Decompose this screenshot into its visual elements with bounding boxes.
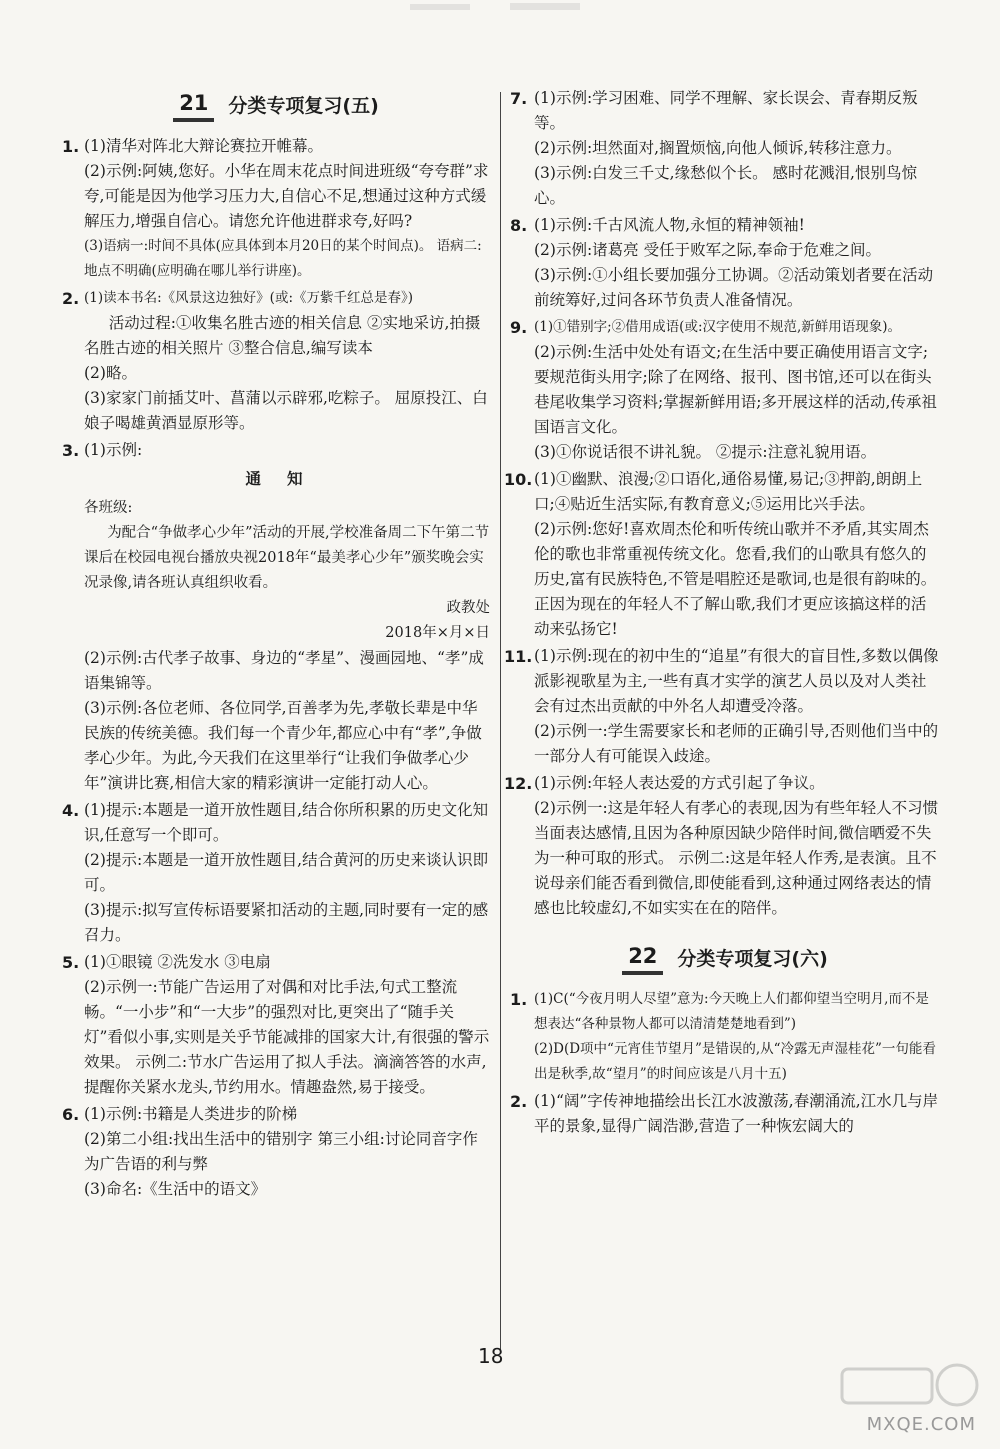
answer-line: (3)示例:各位老师、各位同学,百善孝为先,孝敬长辈是中华民族的传统美德。我们每一个青少年,都应心中有“孝”,争做孝心少年。为此,今天我们在这里举行“让我们争做孝心少年”演讲比赛,相信大家的精彩演讲一定能打动人心。 [84, 699, 482, 792]
answer-item-22-2 [510, 1089, 940, 1139]
answer-line: (1)C(“今夜月明人尽望”意为:今天晚上人们都仰望当空明月,而不是想表达“各种景物人都可以清清楚楚地看到”) [534, 991, 929, 1032]
page-number: 18 [478, 1344, 504, 1368]
answer-item-11 [504, 644, 940, 769]
answer-line: (1)示例: [84, 441, 143, 459]
answer-item-22-1 [510, 987, 940, 1087]
item-number: 7. [510, 89, 528, 108]
answer-line: (2)略。 [84, 364, 137, 382]
watermark-text: MXQE.COM [866, 1414, 976, 1435]
answer-line: (1)示例:现在的初中生的“追星”有很大的盲目性,多数以偶像派影视歌星为主,一些有真才实学的演艺人员以及对人类社会有过杰出贡献的中外名人却遭受冷落。 [534, 647, 939, 715]
answer-line: (1)示例:年轻人表达爱的方式引起了争议。 [534, 774, 825, 792]
answer-item-10 [504, 467, 940, 642]
item-number: 9. [510, 318, 528, 337]
item-number: 2. [62, 289, 80, 308]
answer-item-5 [62, 950, 490, 1100]
section-title: 分类专项复习(五) [228, 94, 379, 117]
notice-date: 2018年×月×日 [385, 625, 490, 641]
section-number: 21 [173, 90, 214, 122]
answer-line: 活动过程:①收集名胜古迹的相关信息 ②实地采访,拍摄名胜古迹的相关照片 ③整合信息,编写读本 [84, 314, 481, 357]
answer-line: (2)示例:古代孝子故事、身边的“孝星”、漫画园地、“孝”成语集锦等。 [84, 649, 484, 692]
answer-line: (1)①幽默、浪漫;②口语化,通俗易懂,易记;③押韵,朗朗上口;④贴近生活实际,有教育意义;⑤运用比兴手法。 [534, 470, 923, 513]
item-number: 3. [62, 441, 80, 460]
item-number: 11. [504, 647, 533, 666]
item-number: 6. [62, 1105, 80, 1124]
answer-line: (2)示例:生活中处处有语文;在生活中要正确使用语言文字;要规范街头用字;除了在网络、报刊、图书馆,还可以在街头巷尾收集学习资料;掌握新鲜用语;多开展这样的活动,传承祖国语言文化。 [534, 343, 937, 436]
notice-title: 通知 [245, 470, 329, 488]
answer-line: (3)语病一:时间不具体(应具体到本月20日的某个时间点)。 语病二:地点不明确(应明确在哪儿举行讲座)。 [84, 238, 482, 279]
notice-sender: 政教处 [446, 600, 490, 616]
answer-line: (1)示例:学习困难、同学不理解、家长误会、青春期反叛等。 [534, 89, 918, 132]
answer-line: (1)示例:书籍是人类进步的阶梯 [84, 1105, 298, 1123]
item-number: 8. [510, 216, 528, 235]
answer-line: (1)“阔”字传神地描绘出长江水波激荡,春潮涌流,江水几与岸平的景象,显得广阔浩渺,营造了一种恢宏阔大的 [534, 1092, 939, 1135]
answer-item-1 [62, 134, 490, 284]
answer-line: (3)家家门前插艾叶、菖蒲以示辟邪,吃粽子。 屈原投江、白娘子喝雄黄酒显原形等。 [84, 389, 488, 432]
column-divider [500, 92, 501, 1352]
answer-item-12 [504, 771, 940, 921]
left-column [62, 88, 490, 1204]
section-header-22 [510, 943, 940, 975]
answer-line: (1)示例:千古风流人物,永恒的精神领袖! [534, 216, 805, 234]
item-number: 4. [62, 801, 80, 820]
section-number: 22 [622, 943, 663, 975]
answer-line: (3)①你说话很不讲礼貌。 ②提示:注意礼貌用语。 [534, 443, 877, 461]
answer-line: (2)D(D项中“元宵佳节望月”是错误的,从“冷露无声湿桂花”一句能看出是秋季,故“望月”的时间应该是八月十五) [534, 1041, 936, 1082]
answer-line: (2)示例:阿姨,您好。小华在周末花点时间进班级“夸夸群”求夸,可能是因为他学习压力大,自信心不足,想通过这种方式缓解压力,增强自信心。请您允许他进群求夸,好吗? [84, 162, 489, 230]
right-column [504, 86, 940, 1141]
answer-line: (1)提示:本题是一道开放性题目,结合你所积累的历史文化知识,任意写一个即可。 [84, 801, 489, 844]
item-number: 1. [62, 137, 80, 156]
answer-line: (1)清华对阵北大辩论赛拉开帷幕。 [84, 137, 323, 155]
item-number: 10. [504, 470, 533, 489]
answer-item-3 [62, 438, 490, 796]
answer-item-9 [510, 315, 940, 465]
section-title: 分类专项复习(六) [677, 947, 828, 970]
answer-line: (3)示例:①小组长要加强分工协调。②活动策划者要在活动前统筹好,过问各环节负责人准备情况。 [534, 266, 934, 309]
answer-item-7 [510, 86, 940, 211]
answer-line: (1)①错别字;②借用成语(或:汉字使用不规范,新鲜用语现象)。 [534, 319, 902, 335]
answer-item-2 [62, 286, 490, 436]
section-header-21 [62, 90, 490, 122]
answer-line: (2)示例:诸葛亮 受任于败军之际,奉命于危难之间。 [534, 241, 882, 259]
answer-line: (2)示例一:学生需要家长和老师的正确引导,否则他们当中的一部分人有可能误入歧途。 [534, 722, 939, 765]
answer-line: (3)示例:白发三千丈,缘愁似个长。 感时花溅泪,恨别鸟惊心。 [534, 164, 917, 207]
answer-line: (2)示例一:这是年轻人有孝心的表现,因为有些年轻人不习惯当面表达感情,且因为各种原因缺少陪伴时间,微信晒爱不失为一种可取的形式。 示例二:这是年轻人作秀,是表演。且不说母亲们能否看到微信,即使能看到,这种通过网络表达的情感也比较虚幻,不如实实在在的陪伴。 [534, 799, 939, 917]
answer-line: (2)示例一:节能广告运用了对偶和对比手法,句式工整流畅。“一小步”和“一大步”的强烈对比,更突出了“随手关灯”看似小事,实则是关乎节能减排的国家大计,有很强的警示效果。 示例二:节水广告运用了拟人手法。滴滴答答的水声,提醒你关紧水龙头,节约用水。情趣盎然,易于接受。 [84, 978, 490, 1096]
item-number: 1. [510, 990, 528, 1009]
answer-line: (2)示例:坦然面对,搁置烦恼,向他人倾诉,转移注意力。 [534, 139, 902, 157]
notice-recipient: 各班级: [84, 500, 133, 516]
answer-line: (3)命名:《生活中的语文》 [84, 1180, 267, 1198]
answer-item-6 [62, 1102, 490, 1202]
scan-artifact [410, 0, 590, 14]
item-number: 12. [504, 774, 533, 793]
answer-line: (2)示例:您好!喜欢周杰伦和听传统山歌并不矛盾,其实周杰伦的歌也非常重视传统文化。您看,我们的山歌具有悠久的历史,富有民族特色,不管是唱腔还是歌词,也是很有韵味的。正因为现在的年轻人不了解山歌,我们才更应该搞这样的活动来弘扬它! [534, 520, 937, 638]
item-number: 5. [62, 953, 80, 972]
item-number: 2. [510, 1092, 528, 1111]
answer-line: (2)第二小组:找出生活中的错别字 第三小组:讨论同音字作为广告语的利与弊 [84, 1130, 478, 1173]
answer-line: (1)①眼镜 ②洗发水 ③电扇 [84, 953, 271, 971]
notice-body: 为配合“争做孝心少年”活动的开展,学校准备周二下午第二节课后在校园电视台播放央视2018年“最美孝心少年”颁奖晚会实况录像,请各班认真组织收看。 [84, 525, 490, 591]
answer-item-8 [510, 213, 940, 313]
answer-line: (3)提示:拟写宣传标语要紧扣活动的主题,同时要有一定的感召力。 [84, 901, 489, 944]
answer-line: (2)提示:本题是一道开放性题目,结合黄河的历史来谈认识即可。 [84, 851, 489, 894]
answer-line: (1)读本书名:《风景这边独好》(或:《万紫千红总是春》) [84, 290, 414, 306]
answer-item-4 [62, 798, 490, 948]
